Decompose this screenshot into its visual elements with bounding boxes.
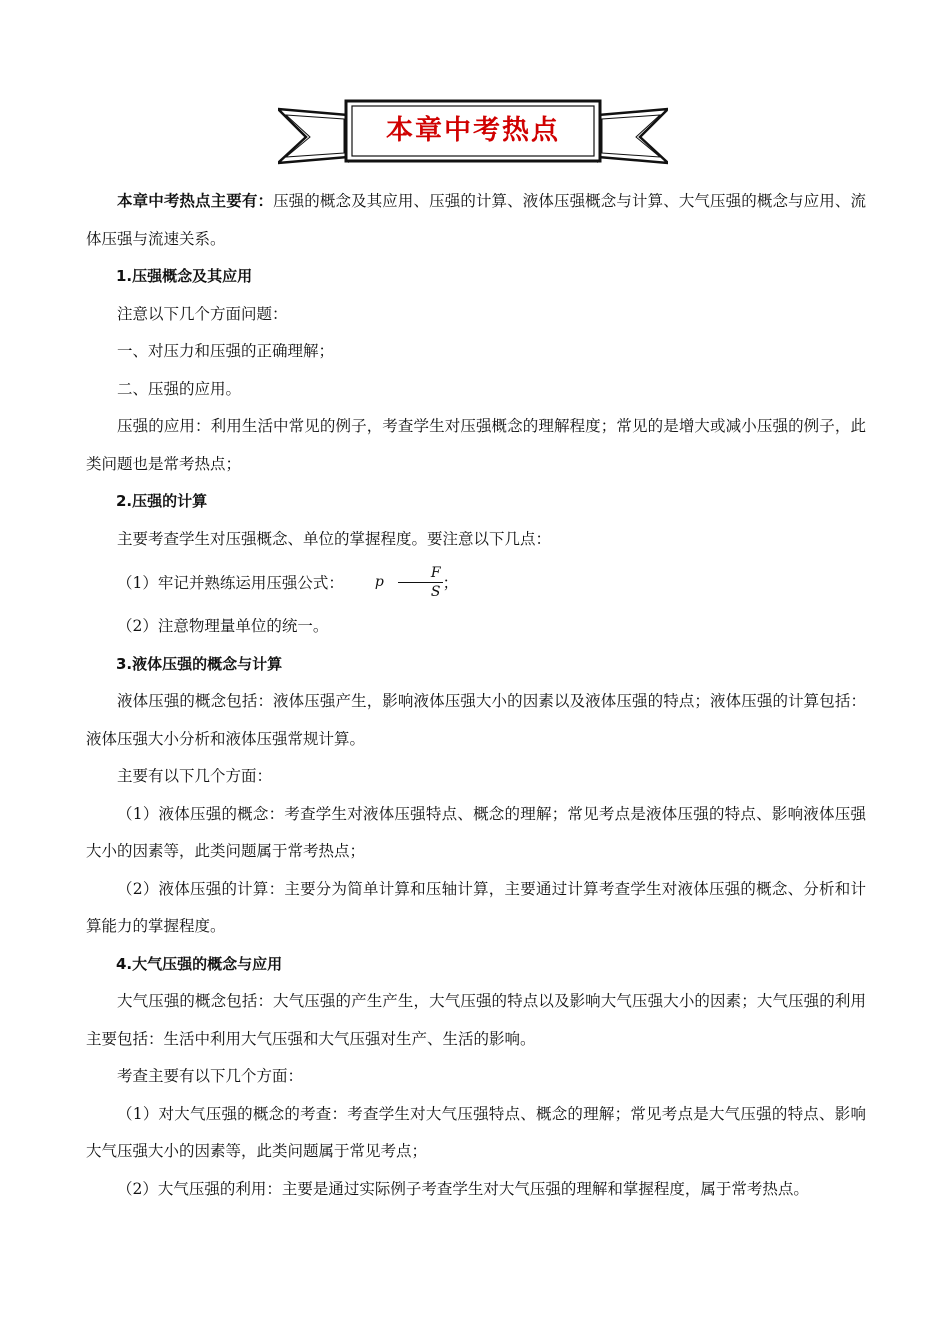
- banner-title: 本章中考热点: [386, 115, 560, 146]
- body-paragraph: （2）液体压强的计算：主要分为简单计算和压轴计算，主要通过计算考查学生对液体压强的概念、分析和计算能力的掌握程度。: [86, 879, 866, 935]
- formula-numerator: F: [398, 564, 443, 583]
- body-line: 注意以下几个方面问题：: [117, 304, 288, 323]
- pressure-formula: [344, 557, 443, 607]
- intro-paragraph: [86, 183, 866, 258]
- body-paragraph: 压强的应用：利用生活中常见的例子，考查学生对压强概念的理解程度；常见的是增大或减小压强的例子，此类问题也是常考热点；: [86, 417, 866, 473]
- formula-prefix: （1）牢记并熟练运用压强公式：: [117, 574, 344, 592]
- section-heading: 2.压强的计算: [116, 492, 208, 510]
- formula-fraction: [398, 564, 443, 601]
- body-paragraph: （1）对大气压强的概念的考查：考查学生对大气压强特点、概念的理解；常见考点是大气压强的特点、影响大气压强大小的因素等，此类问题属于常见考点；: [86, 1104, 866, 1160]
- body-line: 主要有以下几个方面：: [117, 767, 273, 785]
- intro-text: 压强的概念及其应用、压强的计算、液体压强概念与计算、大气压强的概念与应用、流体压强与流速关系。: [86, 192, 866, 248]
- chapter-banner: [278, 95, 668, 173]
- section-heading: 4.大气压强的概念与应用: [116, 954, 283, 973]
- formula-suffix: ；: [442, 574, 459, 592]
- section-heading: 1.压强概念及其应用: [116, 267, 253, 285]
- formula-denominator: S: [430, 583, 441, 600]
- document-body: [86, 183, 866, 1208]
- section-heading: 3.液体压强的概念与计算: [116, 654, 283, 673]
- body-line: 一、对压力和压强的正确理解；: [117, 342, 335, 360]
- formula-line: [86, 558, 866, 608]
- body-paragraph: （2）大气压强的利用：主要是通过实际例子考查学生对大气压强的理解和掌握程度，属于常考热点。: [117, 1179, 809, 1198]
- body-line: 考查主要有以下几个方面：: [117, 1067, 304, 1085]
- body-paragraph: 液体压强的概念包括：液体压强产生，影响液体压强大小的因素以及液体压强的特点；液体压强的计算包括：液体压强大小分析和液体压强常规计算。: [86, 692, 866, 748]
- body-line: （2）注意物理量单位的统一。: [117, 617, 329, 635]
- formula-p: p: [374, 574, 384, 590]
- intro-lead: 本章中考热点主要有：: [117, 192, 274, 210]
- body-line: 二、压强的应用。: [117, 379, 242, 398]
- body-line: 主要考查学生对压强概念、单位的掌握程度。要注意以下几点：: [117, 529, 552, 548]
- body-paragraph: 大气压强的概念包括：大气压强的产生产生，大气压强的特点以及影响大气压强大小的因素；大气压强的利用主要包括：生活中利用大气压强和大气压强对生产、生活的影响。: [86, 992, 866, 1048]
- body-paragraph: （1）液体压强的概念：考查学生对液体压强特点、概念的理解；常见考点是液体压强的特点、影响液体压强大小的因素等，此类问题属于常考热点；: [86, 804, 866, 860]
